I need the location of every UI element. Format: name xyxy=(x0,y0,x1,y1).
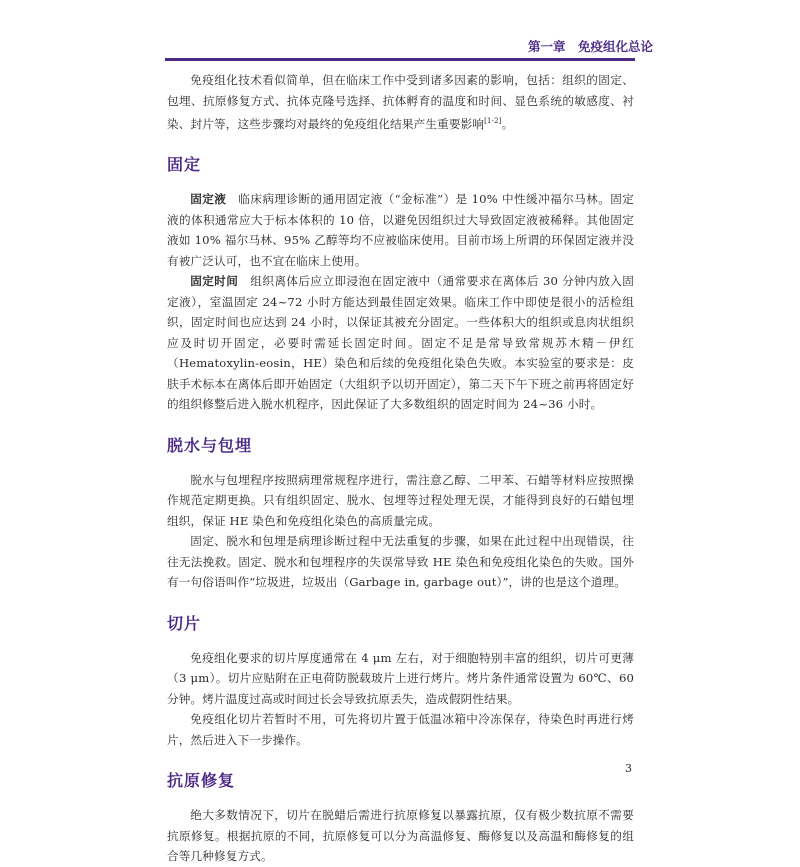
chapter-title: 第一章 免疫组化总论 xyxy=(528,39,654,54)
term-fixation-time: 固定时间 xyxy=(190,274,239,289)
page-content xyxy=(167,70,634,867)
paragraph-sectioning-2: 免疫组化切片若暂时不用，可先将切片置于低温冰箱中冷冻保存，待染色时再进行烤片，然后进入下一步操作。 xyxy=(167,712,634,747)
paragraph-dehydration-2: 固定、脱水和包埋是病理诊断过程中无法重复的步骤，如果在此过程中出现错误，往往无法挽救。固定、脱水和包埋程序的失误常导致 HE 染色和免疫组化染色的失败。国外有一句俗语叫作“垃圾进，垃圾出（Garbage in, garbage out）”，讲的也是这个道理。 xyxy=(167,534,634,590)
term-fixative: 固定液 xyxy=(190,192,227,207)
paragraph-dehydration-1: 脱水与包埋程序按照病理常规程序进行，需注意乙醇、二甲苯、石蜡等材料应按照操作规范定期更换。只有组织固定、脱水、包埋等过程处理无误，才能得到良好的石蜡包埋组织，保证 HE 染色和免疫组化染色的高质量完成。 xyxy=(167,472,634,528)
header-rule xyxy=(165,58,635,61)
page-number: 3 xyxy=(625,762,632,775)
section-heading-antigen-retrieval: 抗原修复 xyxy=(167,771,236,791)
paragraph-fixative xyxy=(167,189,634,271)
intro-end: 。 xyxy=(501,116,514,131)
section-heading-sectioning: 切片 xyxy=(167,613,202,633)
paragraph-fixation-time xyxy=(167,271,634,415)
citation: [1-2] xyxy=(484,117,502,125)
intro-paragraph xyxy=(167,70,634,134)
paragraph-antigen-retrieval: 绝大多数情况下，切片在脱蜡后需进行抗原修复以暴露抗原，仅有极少数抗原不需要抗原修复。根据抗原的不同，抗原修复可以分为高温修复、酶修复以及高温和酶修复的组合等几种修复方式。 xyxy=(167,808,634,864)
paragraph-text: 临床病理诊断的通用固定液（“金标准”）是 10% 中性缓冲福尔马林。固定液的体积通常应大于标本体积的 10 倍，以避免因组织过大导致固定液被稀释。其他固定液如 10% 福尔马林、95% 乙醇等均不应被临床使用。目前市场上所谓的环保固定液并没有被广泛认可，也不宜在临床上使用。 xyxy=(167,192,635,268)
paragraph-text: 组织离体后应立即浸泡在固定液中（通常要求在离体后 30 分钟内放入固定液），室温固定 24~72 小时方能达到最佳固定效果。临床工作中即使是很小的活检组织，固定时间也应达到 24 小时，以保证其被充分固定。一些体积大的组织或息肉状组织应及时切开固定，必要时需延长固定时间。固定不足是常导致常规苏木精－伊红（Hematoxylin-eosin，HE）染色和后续的免疫组化染色失败。本实验室的要求是：皮肤手术标本在离体后即开始固定（大组织予以切开固定），第二天下午下班之前再将固定好的组织修整后进入脱水机程序，因此保证了大多数组织的固定时间为 24~36 小时。 xyxy=(167,274,634,412)
intro-text: 免疫组化技术看似简单，但在临床工作中受到诸多因素的影响，包括：组织的固定、包埋、抗原修复方式、抗体克隆号选择、抗体孵育的温度和时间、显色系统的敏感度、衬染、封片等，这些步骤均对最终的免疫组化结果产生重要影响 xyxy=(167,73,634,131)
section-heading-dehydration: 脱水与包埋 xyxy=(167,435,253,455)
paragraph-sectioning-1: 免疫组化要求的切片厚度通常在 4 μm 左右，对于细胞特别丰富的组织，切片可更薄（3 μm）。切片应贴附在正电荷防脱载玻片上进行烤片。烤片条件通常设置为 60℃、60 分钟。烤片温度过高或时间过长会导致抗原丢失，造成假阴性结果。 xyxy=(167,650,634,706)
section-heading-fixation: 固定 xyxy=(167,155,202,175)
